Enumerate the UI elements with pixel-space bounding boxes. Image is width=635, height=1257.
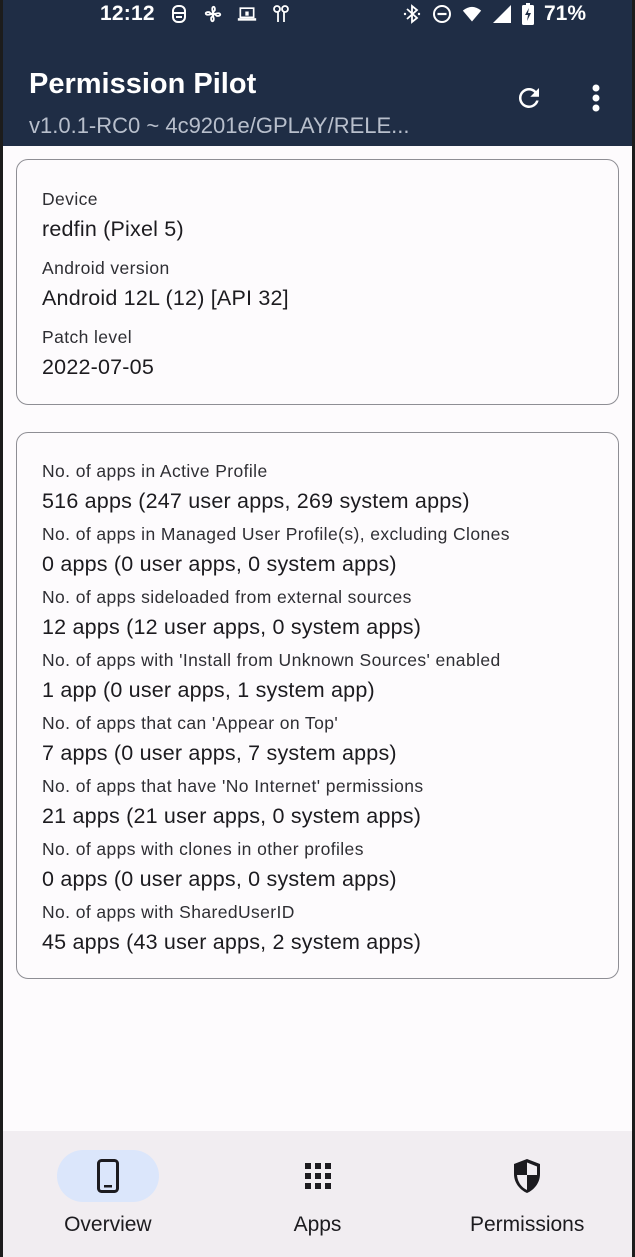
stat-row [42,900,593,963]
status-bar-left [100,2,291,26]
nav-label-overview: Overview [64,1213,152,1236]
stat-value: 1 app (0 user apps, 1 system app) [42,678,375,702]
stat-label: No. of apps in Managed User Profile(s), excluding Clones [42,524,510,544]
android-version-label: Android version [42,258,170,278]
refresh-icon [514,83,544,113]
nav-tab-permissions[interactable] [422,1131,632,1257]
device-label: Device [42,189,98,209]
nav-label-apps: Apps [293,1213,342,1236]
stat-label: No. of apps that can 'Appear on Top' [42,713,339,733]
fan-icon [203,4,223,24]
stat-value: 45 apps (43 user apps, 2 system apps) [42,930,422,954]
patch-level-label: Patch level [42,327,133,347]
nav-active-indicator [57,1150,159,1202]
stat-row [42,774,593,837]
do-not-disturb-icon [432,4,452,24]
status-bar [3,0,632,36]
stat-row [42,522,593,585]
android-version-value: Android 12L (12) [API 32] [42,286,289,310]
laptop-cast-icon [237,4,257,24]
screen-record-icon [169,4,189,24]
stat-value: 516 apps (247 user apps, 269 system apps) [42,489,470,513]
stat-value: 7 apps (0 user apps, 7 system apps) [42,741,397,765]
device-row [42,186,593,255]
app-bar [3,36,632,146]
stat-row [42,648,593,711]
battery-percent: 71% [543,2,586,25]
stat-value: 0 apps (0 user apps, 0 system apps) [42,867,397,891]
stat-label: No. of apps with clones in other profiles [42,839,364,859]
device-value: redfin (Pixel 5) [42,217,184,241]
stat-value: 0 apps (0 user apps, 0 system apps) [42,552,397,576]
nav-tab-apps[interactable] [213,1131,423,1257]
patch-level-value: 2022-07-05 [42,355,154,379]
more-vert-icon [591,83,601,113]
nav-icon-container [476,1150,578,1202]
app-version-subtitle: v1.0.1-RC0 ~ 4c9201e/GPLAY/RELE... [29,113,410,138]
android-version-row [42,255,593,324]
stat-value: 21 apps (21 user apps, 0 system apps) [42,804,422,828]
stat-row [42,837,593,900]
stat-row [42,585,593,648]
bottom-navigation [3,1131,632,1257]
stat-label: No. of apps in Active Profile [42,461,268,481]
cell-signal-icon [492,4,512,24]
nav-icon-container [267,1150,369,1202]
stat-label: No. of apps with SharedUserID [42,902,295,922]
device-info-card [16,159,619,405]
status-bar-right [402,2,586,26]
bluetooth-icon [402,4,422,24]
stat-row [42,711,593,774]
status-time: 12:12 [100,2,155,25]
earbuds-icon [271,4,291,24]
nav-label-permissions: Permissions [469,1213,585,1236]
stat-row [42,459,593,522]
refresh-button[interactable] [511,80,547,116]
apps-grid-icon [304,1162,332,1190]
shield-icon [512,1158,542,1194]
app-stats-card [16,432,619,979]
app-title: Permission Pilot [29,68,257,100]
smartphone-icon [97,1159,119,1193]
stat-label: No. of apps sideloaded from external sources [42,587,412,607]
patch-level-row [42,324,593,393]
more-options-button[interactable] [578,80,614,116]
nav-tab-overview[interactable] [3,1131,213,1257]
stat-label: No. of apps with 'Install from Unknown Sources' enabled [42,650,501,670]
app-screen [3,0,632,1257]
wifi-icon [462,4,482,24]
battery-charging-icon [522,4,534,24]
stat-value: 12 apps (12 user apps, 0 system apps) [42,615,422,639]
stat-label: No. of apps that have 'No Internet' permissions [42,776,424,796]
